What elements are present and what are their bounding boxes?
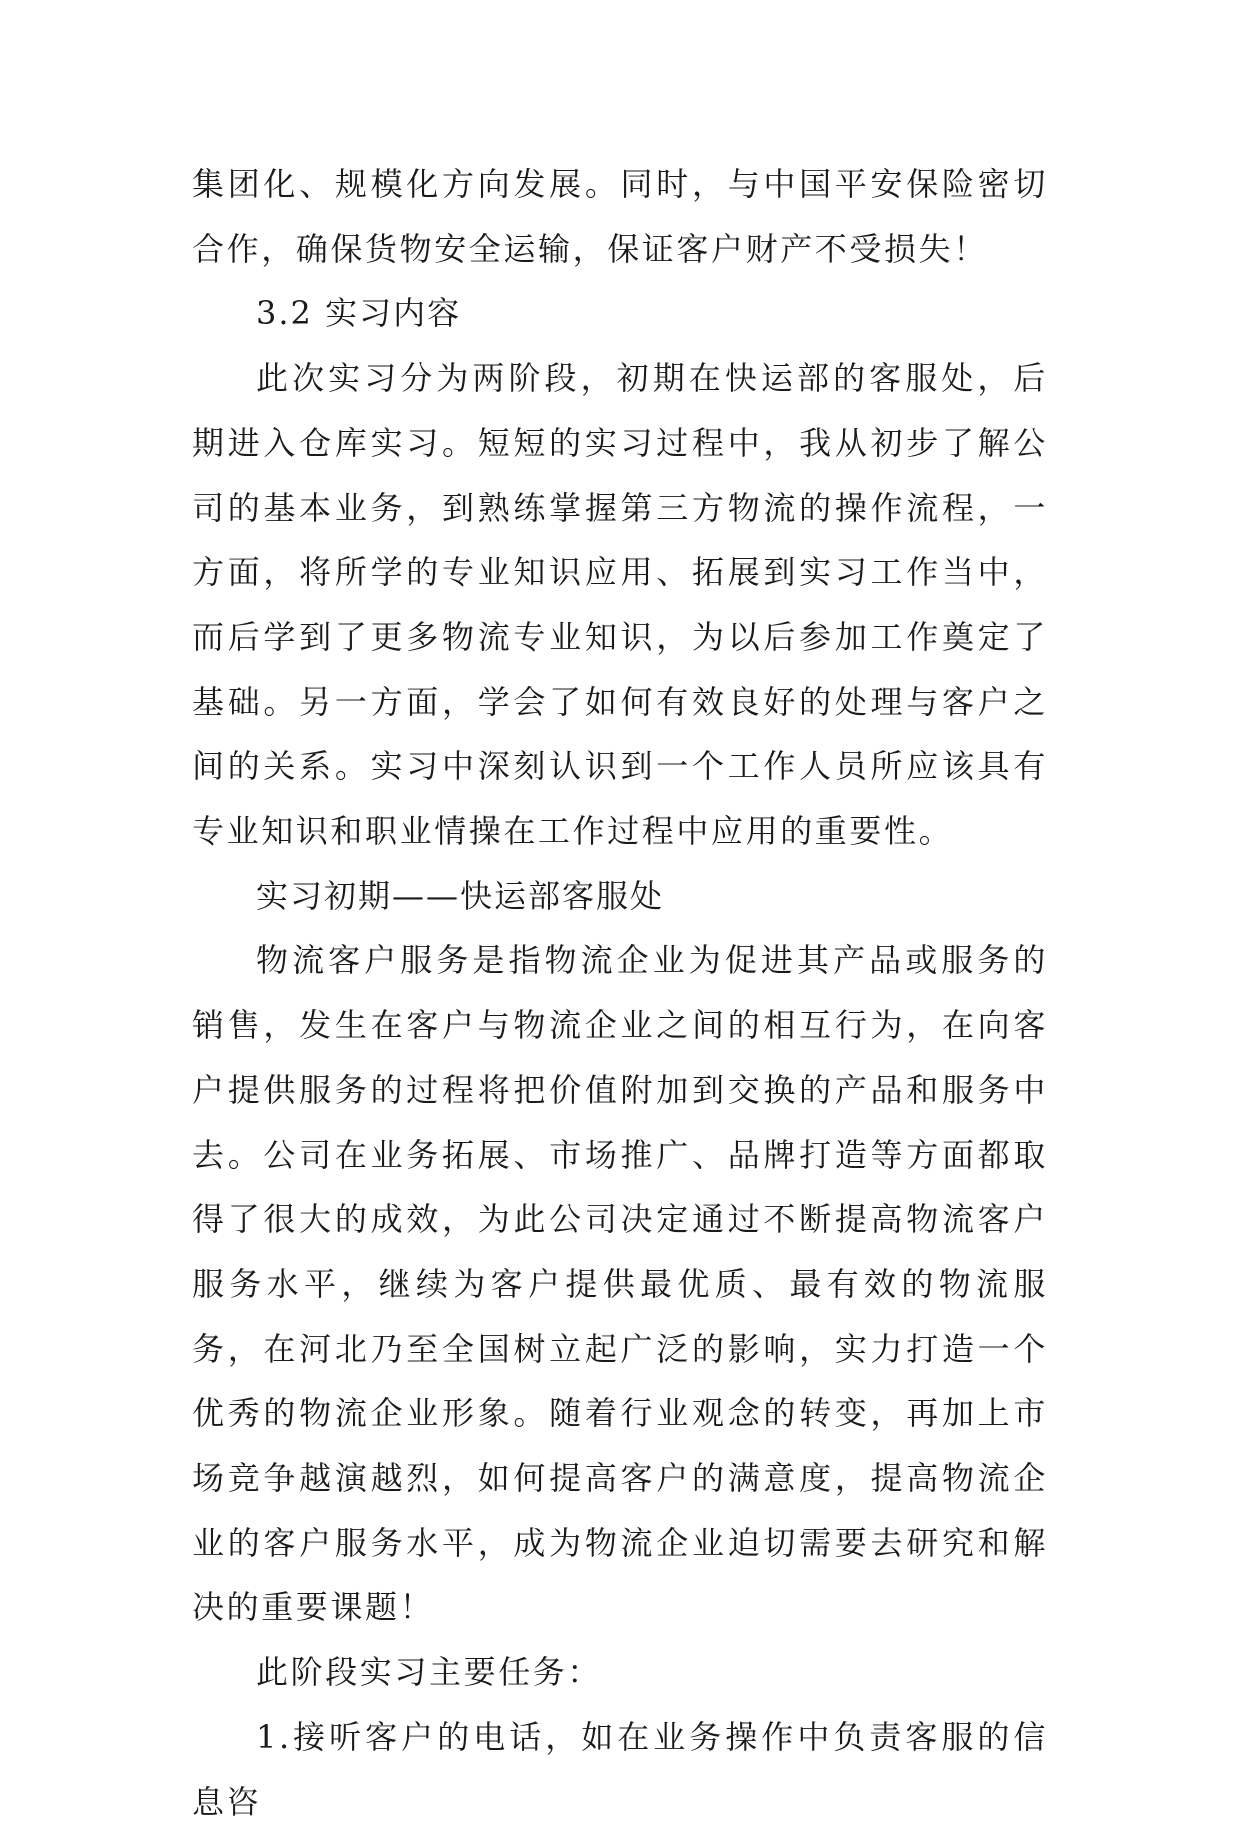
section-heading-internship-content: 3.2 实习内容	[256, 294, 462, 333]
paragraph-internship-overview: 此次实习分为两阶段，初期在快运部的客服处，后期进入仓库实习。短短的实习过程中，我从初步了解公司的基本业务，到熟练掌握第三方物流的操作流程，一方面，将所学的专业知识应用、拓展到实习工作当中，而后学到了更多物流专业知识，为以后参加工作奠定了基础。另一方面，学会了如何有效良好的处理与客户之间的关系。实习中深刻认识到一个工作人员所应该具有专业知识和职业情操在工作过程中应用的重要性。	[192, 359, 1048, 851]
paragraph-logistics-customer-service: 物流客户服务是指物流企业为促进其产品或服务的销售，发生在客户与物流企业之间的相互行为，在向客户提供服务的过程将把价值附加到交换的产品和服务中去。公司在业务拓展、市场推广、品牌打造等方面都取得了很大的成效，为此公司决定通过不断提高物流客户服务水平，继续为客户提供最优质、最有效的物流服务，在河北乃至全国树立起广泛的影响，实力打造一个优秀的物流企业形象。随着行业观念的转变，再加上市场竞争越演越烈，如何提高客户的满意度，提高物流企业的客户服务水平，成为物流企业迫切需要去研究和解决的重要课题！	[192, 941, 1048, 1627]
paragraph-intro-continuation: 集团化、规模化方向发展。同时，与中国平安保险密切合作，确保货物安全运输，保证客户财产不受损失！	[192, 165, 1048, 268]
subsection-heading-customer-service: 实习初期——快运部客服处	[256, 876, 665, 915]
list-item-task-1: 1.接听客户的电话，如在业务操作中负责客服的信息咨	[192, 1717, 1048, 1821]
paragraph-main-tasks-label: 此阶段实习主要任务：	[256, 1653, 603, 1692]
document-page	[192, 152, 1048, 1834]
